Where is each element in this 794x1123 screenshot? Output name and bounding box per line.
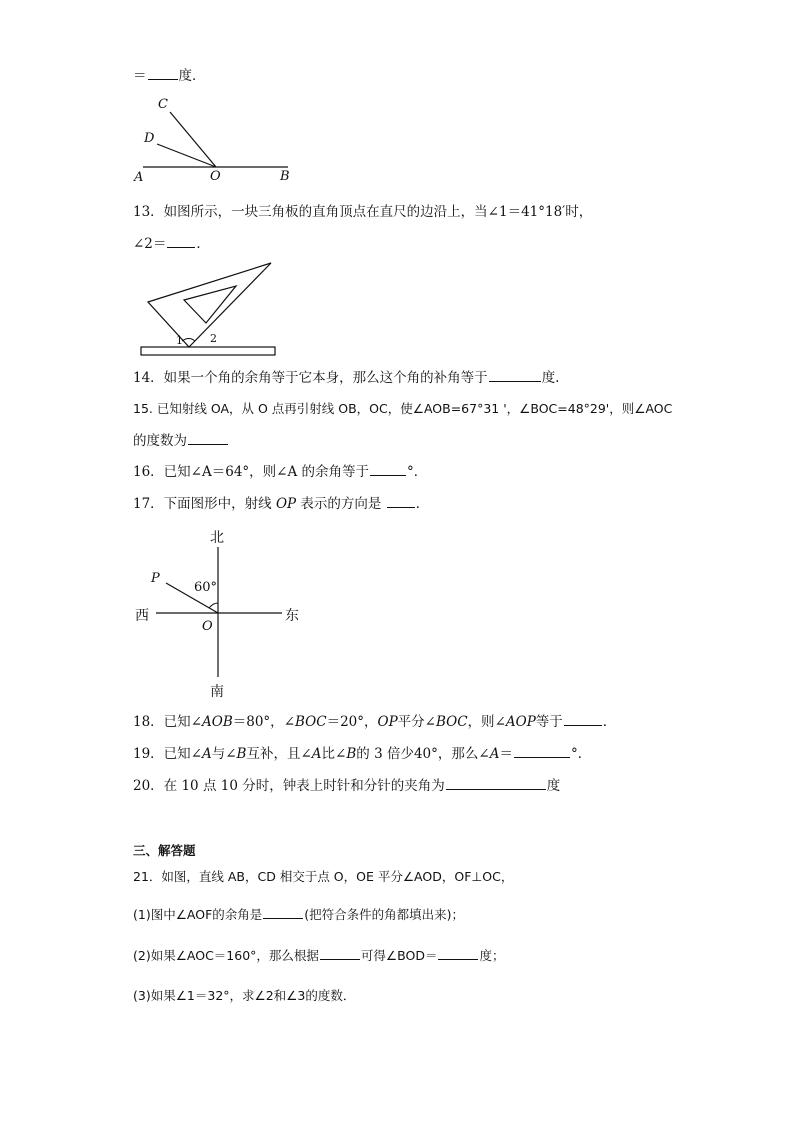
q18-angle-aob: ∠AOB (190, 714, 233, 730)
q13-suffix: ． (196, 236, 210, 252)
q21-sub1-suffix: (把符合条件的角都填出来)； (304, 907, 465, 922)
q19-text-5: 的 3 倍少40°，那么 (356, 746, 479, 762)
q13-triangle-ruler-diagram (138, 260, 280, 360)
q12-label-c: C (158, 97, 168, 112)
q17-blank[interactable] (387, 494, 415, 508)
q21-sub2-suffix: 度； (479, 948, 505, 963)
q19-text-3: 互补，且 (246, 746, 301, 762)
q18-text-2: ＝80°， (232, 714, 284, 730)
q14-suffix: 度. (541, 370, 560, 386)
q18-angle-boc-2: ∠BOC (424, 714, 468, 730)
q18-suffix: ． (602, 714, 617, 730)
q12-prefix: ＝ (133, 68, 147, 84)
q17-suffix: ． (415, 496, 430, 512)
q12-label-o: O (210, 169, 221, 184)
q14-prefix: 14．如果一个角的余角等于它本身，那么这个角的补角等于 (133, 370, 488, 386)
q16-line (133, 462, 427, 481)
q18-op: OP (377, 714, 398, 730)
q12-suffix: 度． (178, 68, 206, 84)
q21-sub2-prefix: (2)如果∠AOC＝160°，那么根据 (133, 948, 319, 963)
q12-blank[interactable] (148, 66, 178, 80)
q12-label-d: D (144, 131, 155, 146)
q17-label-o: O (202, 619, 213, 634)
q19-blank[interactable] (514, 744, 570, 758)
q15-blank[interactable] (188, 431, 228, 445)
q19-text-4: 比 (321, 746, 336, 762)
q17-line (133, 494, 429, 513)
q17-label-south: 南 (210, 684, 224, 700)
q13-line1: 13．如图所示，一块三角板的直角顶点在直尺的边沿上，当∠1＝41°18′时， (133, 204, 593, 220)
q13-figure (138, 260, 280, 360)
q21-sub2 (133, 946, 504, 965)
q18-text-4: 平分 (397, 714, 425, 730)
q21-sub1 (133, 905, 464, 924)
q19-angle-a: ∠A (190, 746, 212, 762)
q21-stem: 21．如图，直线 AB，CD 相交于点 O，OE 平分∠AOD，OF⊥OC， (133, 869, 514, 884)
q12-figure (130, 95, 300, 190)
q19-suffix: °． (570, 746, 592, 762)
q18-text-1: 18．已知 (133, 714, 191, 730)
q21-sub2-blank-2[interactable] (438, 946, 478, 960)
q19-text-6: ＝ (499, 746, 513, 762)
q19-angle-b-2: ∠B (335, 746, 357, 762)
q17-angle-60: 60° (194, 580, 218, 595)
q17-label-east: 东 (285, 608, 299, 624)
q21-sub3: (3)如果∠1＝32°，求∠2和∠3的度数． (133, 988, 356, 1003)
q17-mid: 表示的方向是 (296, 496, 386, 512)
q19-angle-a-2: ∠A (300, 746, 322, 762)
q17-figure (130, 525, 310, 705)
q14-line (133, 368, 559, 387)
q15-line1: 15. 已知射线 OA，从 O 点再引射线 OB，OC，使∠AOB=67°31 '，∠BOC=48°29'，则∠AOC (133, 401, 673, 416)
q13-label-1: 1 (176, 334, 183, 347)
q13-label-2: 2 (210, 332, 217, 345)
q16-blank[interactable] (370, 462, 406, 476)
q20-blank[interactable] (446, 776, 546, 790)
q19-angle-a-3: ∠A (478, 746, 500, 762)
q14-blank[interactable] (489, 368, 541, 382)
q20-line (133, 776, 560, 795)
section-3-title: 三、解答题 (133, 843, 196, 858)
q18-angle-aop: ∠AOP (494, 714, 536, 730)
q19-text-1: 19．已知 (133, 746, 191, 762)
q19-text-2: 与 (211, 746, 226, 762)
q20-suffix: 度 (546, 778, 561, 794)
q12-label-b: B (280, 169, 290, 184)
q16-prefix: 16．已知∠A＝64°，则∠A 的余角等于 (133, 464, 370, 480)
q15-prefix: 的度数为 (133, 433, 187, 449)
q12-label-a: A (134, 170, 144, 185)
q17-op: OP (275, 496, 297, 512)
q18-angle-boc: ∠BOC (283, 714, 327, 730)
q21-sub1-prefix: (1)图中∠AOF的余角是 (133, 907, 263, 922)
q19-angle-b: ∠B (225, 746, 247, 762)
q18-text-5: ，则 (467, 714, 495, 730)
q20-prefix: 20．在 10 点 10 分时，钟表上时针和分针的夹角为 (133, 778, 445, 794)
q17-label-p: P (151, 571, 160, 586)
q21-sub1-blank[interactable] (263, 905, 303, 919)
q18-blank[interactable] (564, 712, 602, 726)
q21-sub2-mid: 可得∠BOD＝ (360, 948, 438, 963)
q18-line (133, 712, 616, 731)
q13-line2 (133, 234, 210, 253)
q12-answer-line (133, 66, 206, 85)
q17-label-north: 北 (210, 530, 224, 546)
q16-suffix: °． (407, 464, 428, 480)
q17-direction-diagram (130, 525, 310, 705)
q17-label-west: 西 (135, 608, 149, 624)
q13-blank[interactable] (167, 234, 195, 248)
q19-line (133, 744, 591, 763)
q13-prefix: ∠2＝ (133, 236, 167, 252)
q18-text-3: ＝20°， (326, 714, 378, 730)
q21-sub2-blank-1[interactable] (320, 946, 360, 960)
q15-line2 (133, 431, 229, 450)
q18-text-6: 等于 (535, 714, 563, 730)
q17-prefix: 17．下面图形中，射线 (133, 496, 276, 512)
